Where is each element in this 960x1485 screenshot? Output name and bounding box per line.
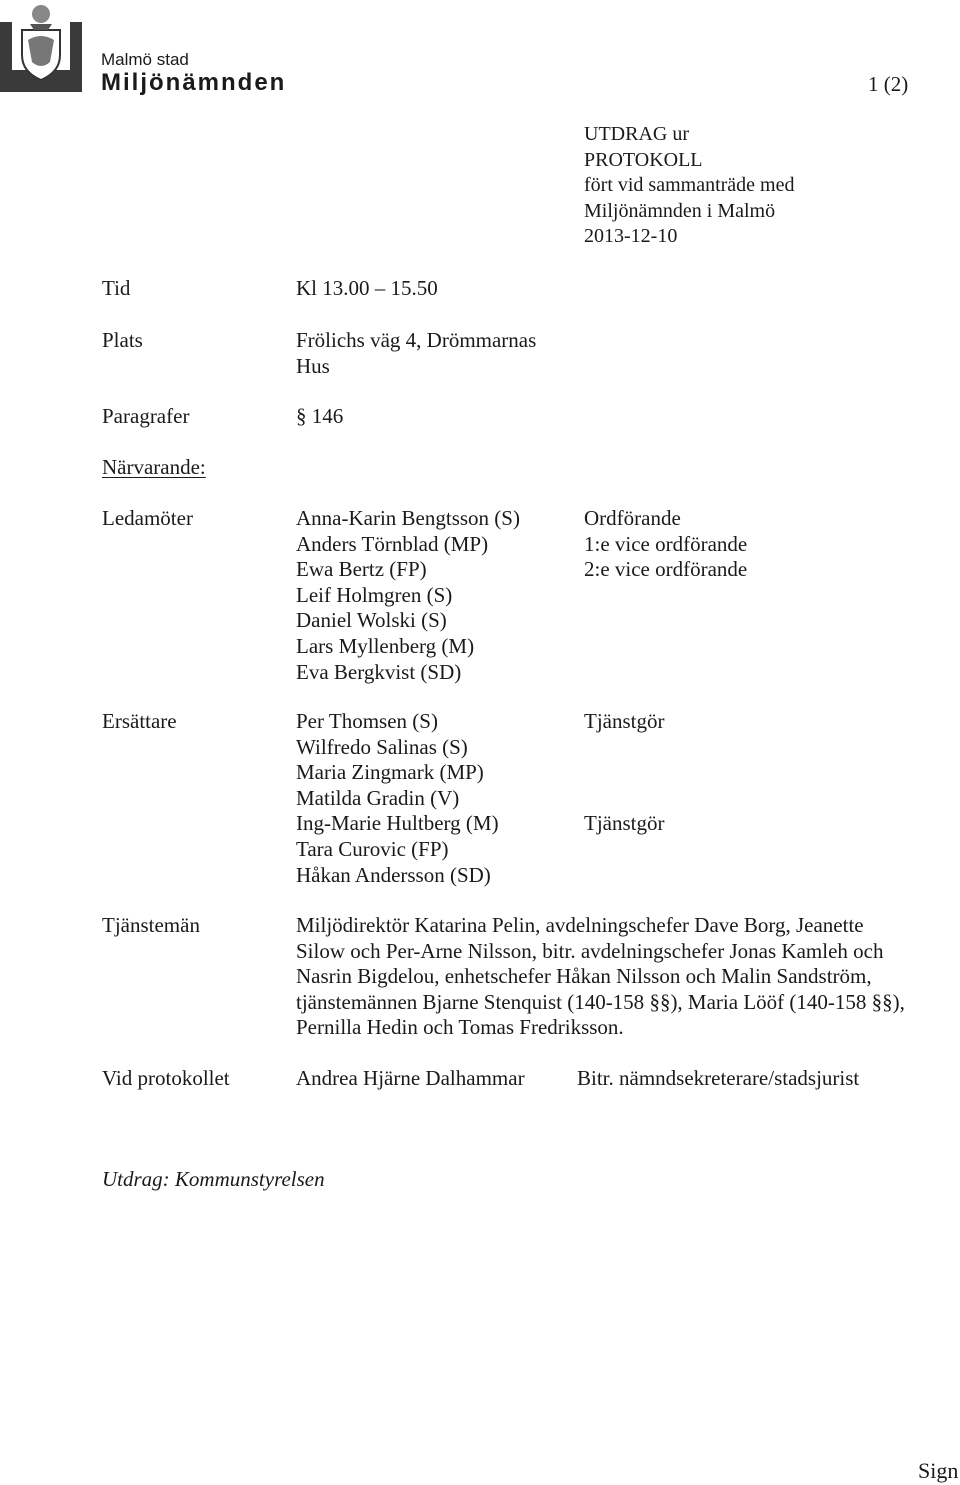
staff-label: Tjänstemän: [102, 913, 200, 937]
time-label: Tid: [102, 276, 131, 300]
extract-line: UTDRAG ur: [584, 123, 689, 145]
paragraphs-label: Paragrafer: [102, 404, 190, 428]
member-name: Daniel Wolski (S): [296, 608, 447, 633]
staff-text-part: ), Pernilla Hedin och Tomas Fredriksson.: [296, 989, 905, 1040]
member-name: Leif Holmgren (S): [296, 582, 453, 607]
extract-line: fört vid sammanträde med: [584, 174, 795, 197]
extract-line: Miljönämnden i Malmö: [584, 199, 776, 222]
member-name: Anders Törnblad (MP): [296, 531, 489, 556]
section-sign: §§: [871, 989, 893, 1014]
substitute-role: Tjänstgör: [584, 709, 665, 733]
place-line: Frölichs väg 4, Drömmarnas: [296, 328, 537, 352]
member-name: Ewa Bertz (FP): [296, 557, 427, 582]
substitute-role: [584, 735, 664, 761]
substitute-role: [584, 760, 664, 786]
minutes-name: Andrea Hjärne Dalhammar: [296, 1066, 525, 1090]
minutes-role: Bitr. nämndsekreterare/stadsjurist: [577, 1066, 860, 1090]
substitute-role: [584, 837, 664, 863]
place-label: Plats: [102, 328, 143, 352]
extract-distribution-note: Utdrag: Kommunstyrelsen: [102, 1167, 325, 1191]
member-role: 2:e vice ordförande: [584, 557, 748, 582]
member-role: [584, 660, 747, 686]
board-title: Miljönämnden: [101, 69, 287, 96]
attendance-heading: Närvarande:: [102, 455, 206, 479]
page-number: 1 (2): [868, 72, 909, 96]
substitute-name: Wilfredo Salinas (S): [296, 734, 468, 759]
substitute-name: Ing-Marie Hultberg (M): [296, 811, 499, 836]
extract-line: 2013-12-10: [584, 225, 678, 248]
member-role: [584, 583, 747, 609]
substitutes-list: [296, 709, 499, 888]
staff-text-part: Miljödirektör Katarina Pelin, avdelningschefer Dave Borg, Jeanette Silow och Per-Arne Nilsson, bitr. avdelningschefer Jonas Kamleh och Nasrin Bigdelou, enhetschefer Håkan Nilsson och Malin Sandström, tjänstemännen Bjarne Stenquist (140-158: [296, 913, 884, 1014]
member-name: Anna-Karin Bengtsson (S): [296, 506, 520, 530]
time-value: Kl 13.00 – 15.50: [296, 276, 438, 300]
substitute-name: Maria Zingmark (MP): [296, 760, 484, 785]
substitutes-label: Ersättare: [102, 709, 177, 733]
member-role: Ordförande: [584, 506, 681, 530]
organization-name: Malmö stad: [101, 50, 189, 69]
place-value: [296, 328, 536, 379]
substitute-name: Matilda Gradin (V): [296, 785, 460, 810]
extract-line: PROTOKOLL: [584, 148, 703, 171]
malmo-coat-of-arms-logo: [0, 0, 82, 92]
section-sign: §§: [649, 989, 671, 1014]
member-role: [584, 634, 747, 660]
minutes-label: Vid protokollet: [102, 1066, 230, 1090]
member-name: Eva Bergkvist (SD): [296, 659, 462, 684]
staff-paragraph: [296, 913, 906, 1041]
substitutes-roles: [584, 709, 664, 888]
members-label: Ledamöter: [102, 506, 193, 530]
members-list: [296, 506, 520, 685]
substitute-name: Tara Curovic (FP): [296, 836, 449, 861]
substitute-role: [584, 863, 664, 889]
staff-text-part: ), Maria Lööf (140-158: [670, 989, 872, 1014]
protocol-extract-heading: [584, 122, 795, 250]
substitute-name: Per Thomsen (S): [296, 709, 438, 733]
substitute-role: Tjänstgör: [584, 811, 665, 836]
substitute-name: Håkan Andersson (SD): [296, 862, 491, 887]
member-role: 1:e vice ordförande: [584, 531, 748, 556]
place-line: Hus: [296, 353, 330, 378]
substitute-role: [584, 786, 664, 812]
member-role: [584, 608, 747, 634]
paragraphs-value: § 146: [296, 404, 344, 428]
members-roles: [584, 506, 747, 685]
signature-field-label: Sign: [918, 1458, 959, 1483]
member-name: Lars Myllenberg (M): [296, 633, 475, 658]
